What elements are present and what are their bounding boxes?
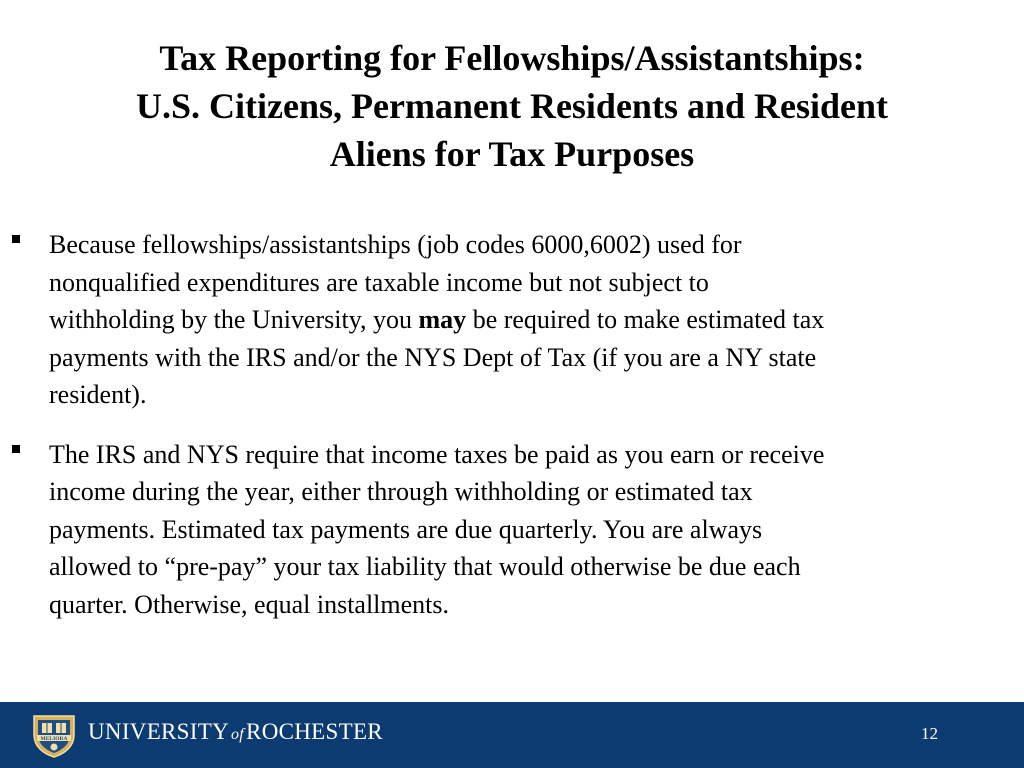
slide-title [40,34,984,178]
bullet-1-line-3-post: be required to make estimated tax [466,305,825,334]
title-line-1: Tax Reporting for Fellowships/Assistantships: [159,38,865,78]
bullet-1-line-2: nonqualified expenditures are taxable income but not subject to [49,267,709,297]
bullet-2-line-4: allowed to “pre-pay” your tax liability that would otherwise be due each [49,552,801,581]
bullet-2-line-5: quarter. Otherwise, equal installments. [49,589,450,619]
title-line-3: Aliens for Tax Purposes [329,134,695,174]
bullet-2-line-3: payments. Estimated tax payments are due quarterly. You are always [49,514,763,544]
page-number: 12 [921,724,938,743]
bullet-1-line-5: resident). [49,380,147,409]
footer-bar [0,702,1024,768]
bullet-2-line-1: The IRS and NYS require that income taxes be paid as you earn or receive [49,439,825,469]
bullet-1-line-3-pre: withholding by the University, you [49,305,419,334]
bullet-item-2 [0,436,1000,624]
wordmark-of: of [231,726,245,743]
bullet-item-1 [0,226,1000,414]
wordmark-university: UNIVERSITY [88,719,229,744]
title-line-2: U.S. Citizens, Permanent Residents and Resident [136,86,888,126]
square-bullet-icon [12,445,20,453]
university-seal-icon [30,713,78,759]
seal-text: MELIORA [40,736,68,742]
bullet-1-line-4: payments with the IRS and/or the NYS Dept of Tax (if you are a NY state [49,342,817,372]
wordmark-rochester: ROCHESTER [246,719,383,744]
bullet-list [0,226,1000,645]
bullet-1-line-3 [49,301,1000,339]
emphasis-may: may [418,305,467,334]
bullet-1-line-1: Because fellowships/assistantships (job codes 6000,6002) used for [49,230,742,259]
bullet-2-line-2: income during the year, either through withholding or estimated tax [49,477,753,506]
university-wordmark [88,719,383,745]
square-bullet-icon [12,235,20,243]
